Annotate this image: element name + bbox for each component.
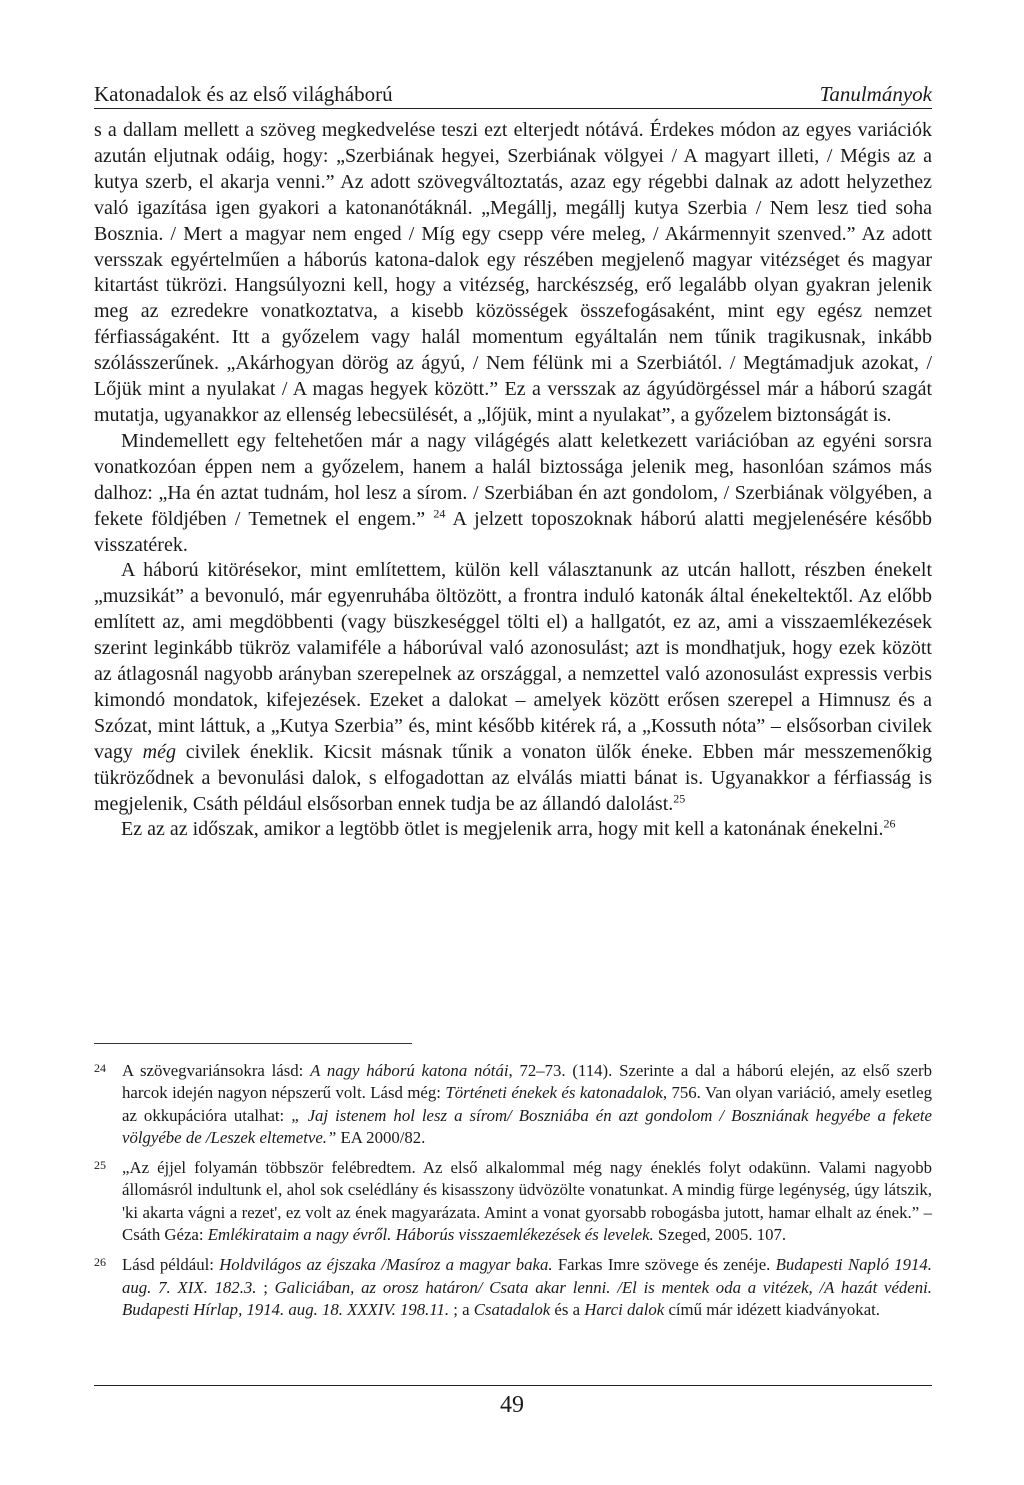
footnote-number: 26	[94, 1255, 106, 1270]
footnote-ref-24[interactable]: 24	[433, 505, 446, 520]
footnote-number: 25	[94, 1158, 106, 1173]
paragraph-1: s a dallam mellett a szöveg megkedvelése teszi ezt elterjedt nótává. Érdekes módon az egyes variációk azután eljutnak odáig, hogy: „Szerbiának hegyei, Szerbiának völgyei / A magyart illeti, / Mégis az a kutya szerb, el akarja venni.” Az adott szövegváltoztatás, azaz egy régebbi dalnak az adott helyzethez való igazítása igen gyakori a katonanótáknál. „Megállj, megállj kutya Szerbia / Nem lesz tied soha Bosznia. / Mert a magyar nem enged / Míg egy csepp vére meleg, / Akármennyit szenved.” Az adott versszak egyértelműen a háborús katona-dalok egy részében megjelenő magyar vitézséget és magyar kitartást tükrözi. Hangsúlyozni kell, hogy a vitézség, harckészség, erő legalább olyan gyakran jelenik meg az ezredekre vonatkoztatva, a kisebb közösségek összefogásaként, mint egy egész nemzet férfiasságaként. Itt a győzelem vagy halál momentum egyáltalán nem tűnik tragikusnak, inkább szólásszerűnek. „Akárhogyan dörög az ágyú, / Nem félünk mi a Szerbiától. / Megtámadjuk azokat, / Lőjük mint a nyulakat / A magas hegyek között.” Ez a versszak az ágyúdörgéssel már a háború szagát mutatja, ugyanakkor az ellenség lebecsülését, a „lőjük, mint a nyulakat”, a győzelem biztonságát is.	[94, 119, 932, 426]
page-number: 49	[500, 1392, 524, 1418]
footnote-25: 25 „Az éjjel folyamán többször felébredtem. Az első alkalommal még nagy éneklés folyt odakünn. Valami nagyobb állomásról indultunk el, ahol sok cselédlány és kisasszony üdvözölte vonatunkat. A mindig fürge legénység, úgy látszik, 'ki akarta vágni a rezet', ez volt az ének magyarázata. Amint a vonat gyorsabb robogásba jutott, hamar elhalt az ének.” – Csáth Géza: Emlékirataim a nagy évről. Háborús visszaemlékezések és levelek. Szeged, 2005. 107.	[94, 1157, 932, 1246]
paragraph-4: Ez az az időszak, amikor a legtöbb ötlet is megjelenik arra, hogy mit kell a katonának énekelni.$^{26}$	[121, 816, 896, 841]
footnotes	[94, 1060, 932, 1329]
footnote-26: 26 Lásd például: Holdvilágos az éjszaka /Masíroz a magyar baka. Farkas Imre szövege és zenéje. Budapesti Napló 1914. aug. 7. XIX. 182.3. ; Galiciában, az orosz határon/ Csata akar lenni. /El is mentek oda a vitézek, /A hazát védeni. Budapesti Hírlap, 1914. aug. 18. XXXIV. 198.11. ; a Csatadalok és a Harci dalok című már idézett kiadványokat.	[94, 1254, 932, 1321]
running-header	[94, 82, 932, 109]
footnote-separator	[94, 1043, 412, 1044]
paragraph-3: A háború kitörésekor, mint említettem, külön kell választanunk az utcán hallott, részben énekelt „muzsikát” a bevonuló, már egyenruhába öltözött, a frontra induló katonák által énekeltektől. Az előbb említett az, ami megdöbbenti (vagy büszkeséggel tölti el) a hallgatót, ez az, ami a visszaemlékezések szerint leginkább tükröz valamiféle a háborúval való azonosulást; azt is mondhatjuk, hogy ezek között az átlagosnál nagyobb arányban szerepelnek az országgal, a nemzettel való azonosulást expressis verbis kimondó mondatok, kifejezések. Ezeket a dalokat – amelyek között erősen szerepel a Himnusz és a Szózat, mint láttuk, a „Kutya Szerbia” és, mint később kitérek rá, a „Kossuth nóta” – elsősorban civilek vagy még civilek éneklik. Kicsit másnak tűnik a vonaton ülők éneke. Ebben már messzemenőkig tükröződnek a bevonulási dalok, s elfogadottan az elválás miatti bánat is. Ugyanakkor a férfiasság is megjelenik, Csáth például elsősorban ennek tudja be az állandó dalolást.$^{25}$	[94, 559, 932, 815]
body-text	[94, 118, 932, 843]
footnote-24: 24 A szövegvariánsokra lásd: A nagy háború katona nótái, 72–73. (114). Szerinte a dal a háború elején, az első szerb harcok idején nagyon népszerű volt. Lásd még: Történeti énekek és katonadalok, 756. Van olyan variáció, amely esetleg az okkupációra utalhat: „ Jaj istenem hol lesz a sírom/ Boszniába én azt gondolom / Boszniának hegyébe a fekete völgyébe de /Leszek eltemetve.” EA 2000/82.	[94, 1060, 932, 1149]
footnote-ref-25[interactable]: 25	[673, 790, 686, 805]
paragraph-2: Mindemellett egy feltehetően már a nagy világégés alatt keletkezett variációban az egyéni sorsra vonatkozóan éppen nem a győzelem, hanem a halál biztossága jelenik meg, hasonlóan számos más dalhoz: „Ha én aztat tudnám, hol lesz a sírom. / Szerbiában én azt gondolom, / Szerbiának völgyében, a fekete földjében / Temetnek el engem.” $^{24}$ A jelzett toposzoknak háború alatti megjelenésére később visszatérek.	[94, 429, 933, 556]
footer-rule	[94, 1385, 932, 1386]
footnote-number: 24	[94, 1061, 106, 1075]
footnote-ref-26[interactable]: 26	[883, 816, 896, 831]
header-section: Tanulmányok	[819, 82, 932, 106]
header-title: Katonadalok és az első világháború	[94, 82, 393, 106]
